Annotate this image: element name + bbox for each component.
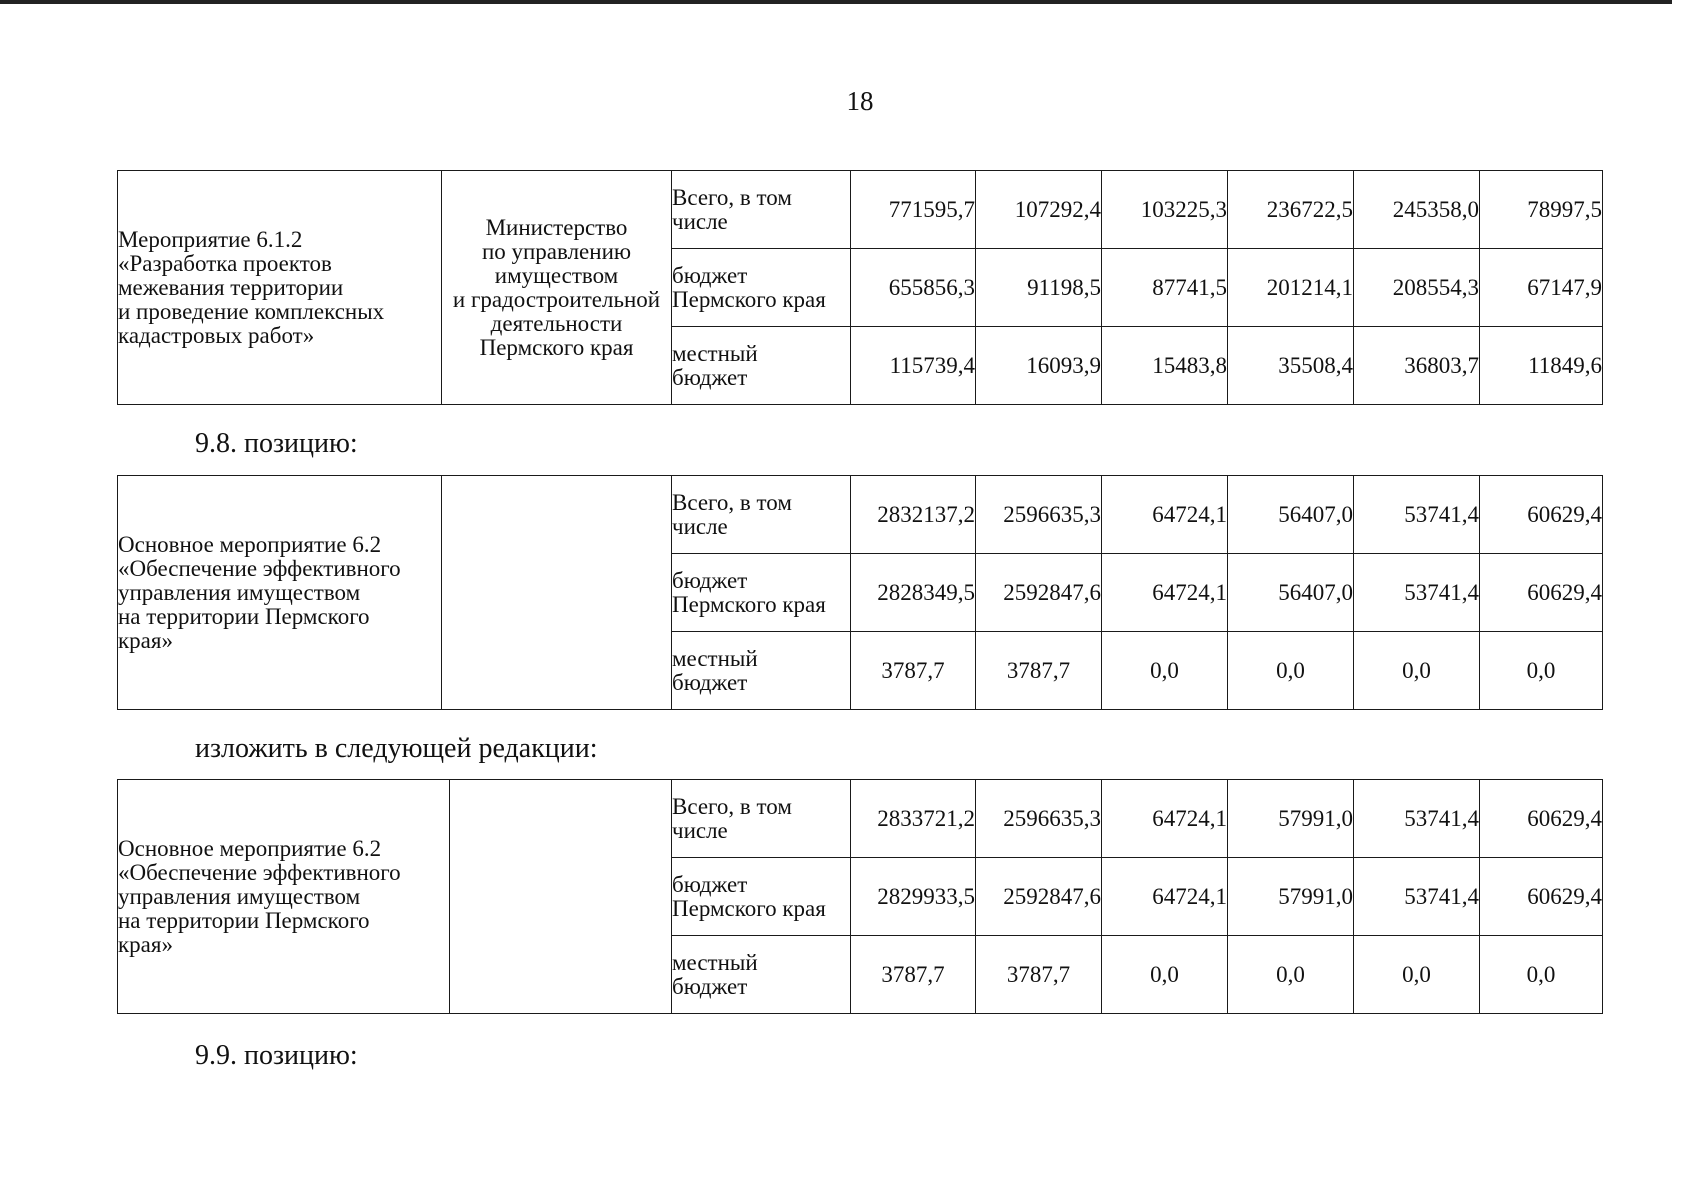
value-cell: 0,0 — [1102, 632, 1228, 710]
value-cell: 53741,4 — [1354, 476, 1480, 554]
value-cell: 103225,3 — [1102, 171, 1228, 249]
event-name-cell — [118, 780, 450, 1014]
value-cell: 60629,4 — [1480, 476, 1603, 554]
value-cell: 771595,7 — [851, 171, 976, 249]
value-cell: 245358,0 — [1354, 171, 1480, 249]
value-cell: 201214,1 — [1228, 249, 1354, 327]
value-cell: 78997,5 — [1480, 171, 1603, 249]
event-name-cell — [118, 476, 442, 710]
funding-source: местный бюджет — [672, 645, 758, 695]
value-cell: 0,0 — [1228, 936, 1354, 1014]
value-cell: 53741,4 — [1354, 858, 1480, 936]
event-name: Основное мероприятие 6.2 «Обеспечение эффективного управления имуществом на территории Пермского края» — [118, 531, 401, 653]
funding-source: местный бюджет — [672, 340, 758, 390]
funding-source-cell — [672, 554, 851, 632]
value-cell: 3787,7 — [851, 632, 976, 710]
funding-source-cell — [672, 171, 851, 249]
value-cell: 53741,4 — [1354, 780, 1480, 858]
value-cell: 53741,4 — [1354, 554, 1480, 632]
value-cell: 3787,7 — [851, 936, 976, 1014]
value-cell: 2829933,5 — [851, 858, 976, 936]
value-cell: 91198,5 — [976, 249, 1102, 327]
value-cell: 236722,5 — [1228, 171, 1354, 249]
value-cell: 2596635,3 — [976, 780, 1102, 858]
value-cell: 64724,1 — [1102, 476, 1228, 554]
table-main-event-6-2-current — [117, 475, 1603, 710]
value-cell: 0,0 — [1228, 632, 1354, 710]
section-label-9-9: 9.9. позицию: — [195, 1040, 358, 1071]
value-cell: 57991,0 — [1228, 780, 1354, 858]
value-cell: 208554,3 — [1354, 249, 1480, 327]
value-cell: 0,0 — [1480, 936, 1603, 1014]
value-cell: 11849,6 — [1480, 327, 1603, 405]
funding-source: местный бюджет — [672, 949, 758, 999]
funding-source: Всего, в том числе — [672, 489, 792, 539]
value-cell: 2592847,6 — [976, 858, 1102, 936]
value-cell: 115739,4 — [851, 327, 976, 405]
value-cell: 60629,4 — [1480, 858, 1603, 936]
value-cell: 0,0 — [1480, 632, 1603, 710]
value-cell: 0,0 — [1102, 936, 1228, 1014]
funding-source: Всего, в том числе — [672, 184, 792, 234]
value-cell: 64724,1 — [1102, 780, 1228, 858]
value-cell: 2828349,5 — [851, 554, 976, 632]
value-cell: 2833721,2 — [851, 780, 976, 858]
funding-source: бюджет Пермского края — [672, 871, 826, 921]
executor-cell — [450, 780, 672, 1014]
value-cell: 655856,3 — [851, 249, 976, 327]
value-cell: 87741,5 — [1102, 249, 1228, 327]
value-cell: 36803,7 — [1354, 327, 1480, 405]
event-name: Мероприятие 6.1.2 «Разработка проектов межевания территории и проведение комплексных кадастровых работ» — [118, 226, 385, 348]
value-cell: 107292,4 — [976, 171, 1102, 249]
value-cell: 0,0 — [1354, 936, 1480, 1014]
value-cell: 0,0 — [1354, 632, 1480, 710]
executor-cell — [442, 476, 672, 710]
value-cell: 67147,9 — [1480, 249, 1603, 327]
event-name: Основное мероприятие 6.2 «Обеспечение эффективного управления имуществом на территории Пермского края» — [118, 835, 401, 957]
value-cell: 2832137,2 — [851, 476, 976, 554]
funding-source: бюджет Пермского края — [672, 262, 826, 312]
funding-source: бюджет Пермского края — [672, 567, 826, 617]
funding-source-cell — [672, 780, 851, 858]
value-cell: 60629,4 — [1480, 554, 1603, 632]
value-cell: 35508,4 — [1228, 327, 1354, 405]
value-cell: 2596635,3 — [976, 476, 1102, 554]
value-cell: 15483,8 — [1102, 327, 1228, 405]
value-cell: 56407,0 — [1228, 554, 1354, 632]
value-cell: 60629,4 — [1480, 780, 1603, 858]
event-name-cell — [118, 171, 442, 405]
value-cell: 64724,1 — [1102, 554, 1228, 632]
funding-source-cell — [672, 858, 851, 936]
value-cell: 56407,0 — [1228, 476, 1354, 554]
value-cell: 2592847,6 — [976, 554, 1102, 632]
executor-name: Министерство по управлению имуществом и градостроительной деятельности Пермского края — [452, 214, 661, 360]
funding-source-cell — [672, 249, 851, 327]
value-cell: 3787,7 — [976, 632, 1102, 710]
page-number: 18 — [846, 86, 874, 116]
value-cell: 57991,0 — [1228, 858, 1354, 936]
section-label-new-edition: изложить в следующей редакции: — [195, 733, 598, 764]
value-cell: 16093,9 — [976, 327, 1102, 405]
section-label-9-8: 9.8. позицию: — [195, 428, 358, 459]
value-cell: 3787,7 — [976, 936, 1102, 1014]
table-event-6-1-2 — [117, 170, 1603, 405]
funding-source: Всего, в том числе — [672, 793, 792, 843]
executor-cell — [442, 171, 672, 405]
funding-source-cell — [672, 632, 851, 710]
funding-source-cell — [672, 936, 851, 1014]
table-main-event-6-2-new — [117, 779, 1603, 1014]
top-border-line — [0, 0, 1672, 4]
funding-source-cell — [672, 476, 851, 554]
value-cell: 64724,1 — [1102, 858, 1228, 936]
funding-source-cell — [672, 327, 851, 405]
